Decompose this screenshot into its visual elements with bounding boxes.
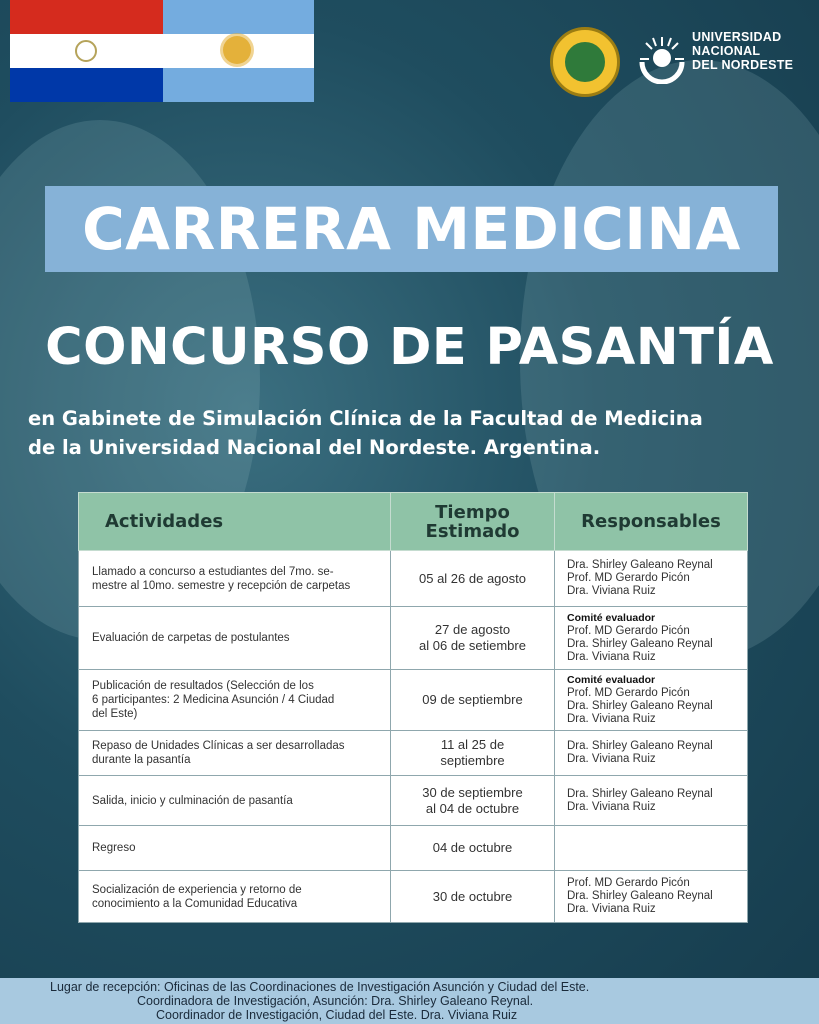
time-cell: 27 de agosto al 06 de setiembre [391, 607, 555, 670]
responsible-cell: Comité evaluador Prof. MD Gerardo Picón Dra. Shirley Galeano Reynal Dra. Viviana Ruiz [555, 607, 748, 670]
time-cell: 04 de octubre [391, 826, 555, 871]
table-header-row [79, 493, 748, 551]
time-cell: 30 de octubre [391, 871, 555, 923]
responsible-cell: Comité evaluador Prof. MD Gerardo Picón Dra. Shirley Galeano Reynal Dra. Viviana Ruiz [555, 670, 748, 731]
argentina-flag-icon [163, 0, 314, 102]
time-cell: 11 al 25 de septiembre [391, 731, 555, 776]
footer-coordinator-asuncion: Coordinadora de Investigación, Asunción: Dra. Shirley Galeano Reynal. [137, 994, 534, 1008]
university-seal-icon [550, 27, 620, 97]
table-row [79, 607, 748, 670]
title-banner [45, 186, 778, 272]
paraguay-seal-icon [75, 40, 97, 62]
footer-coordinator-cde: Coordinador de Investigación, Ciudad del Este. Dra. Viviana Ruiz [156, 1008, 518, 1022]
activity-cell: Llamado a concurso a estudiantes del 7mo. se- mestre al 10mo. semestre y recepción de carpetas [79, 551, 391, 607]
table-row [79, 826, 748, 871]
schedule-table [78, 492, 748, 923]
page-title: CARRERA MEDICINA [82, 195, 741, 263]
sun-of-may-icon [223, 36, 251, 64]
table-row [79, 776, 748, 826]
time-cell: 30 de septiembre al 04 de octubre [391, 776, 555, 826]
unne-name: UNIVERSIDAD NACIONAL DEL NORDESTE [692, 30, 794, 72]
footer-reception: Lugar de recepción: Oficinas de las Coordinaciones de Investigación Asunción y Ciudad del Este. [50, 980, 590, 994]
responsible-cell: Dra. Shirley Galeano Reynal Prof. MD Gerardo Picón Dra. Viviana Ruiz [555, 551, 748, 607]
activity-cell: Socialización de experiencia y retorno de conocimiento a la Comunidad Educativa [79, 871, 391, 923]
responsible-cell [555, 826, 748, 871]
page-subtitle: CONCURSO DE PASANTÍA [45, 318, 774, 377]
responsible-cell: Dra. Shirley Galeano Reynal Dra. Viviana Ruiz [555, 731, 748, 776]
time-cell: 05 al 26 de agosto [391, 551, 555, 607]
activity-cell: Publicación de resultados (Selección de los 6 participantes: 2 Medicina Asunción / 4 Ciudad del Este) [79, 670, 391, 731]
header-responsible: Responsables [555, 493, 748, 551]
footer-bar [0, 978, 819, 1024]
paraguay-flag-icon [10, 0, 163, 102]
responsible-cell: Prof. MD Gerardo Picón Dra. Shirley Galeano Reynal Dra. Viviana Ruiz [555, 871, 748, 923]
time-cell: 09 de septiembre [391, 670, 555, 731]
responsible-cell: Dra. Shirley Galeano Reynal Dra. Viviana Ruiz [555, 776, 748, 826]
table-row [79, 871, 748, 923]
table-row [79, 731, 748, 776]
activity-cell: Evaluación de carpetas de postulantes [79, 607, 391, 670]
activity-cell: Salida, inicio y culminación de pasantía [79, 776, 391, 826]
header-activities: Actividades [79, 493, 391, 551]
header-time: Tiempo Estimado [391, 493, 555, 551]
table-row [79, 670, 748, 731]
table-row [79, 551, 748, 607]
activity-cell: Repaso de Unidades Clínicas a ser desarrolladas durante la pasantía [79, 731, 391, 776]
activity-cell: Regreso [79, 826, 391, 871]
unne-sun-logo-icon [637, 34, 687, 84]
description: en Gabinete de Simulación Clínica de la Facultad de Medicina de la Universidad Nacional del Nordeste. Argentina. [28, 407, 703, 459]
